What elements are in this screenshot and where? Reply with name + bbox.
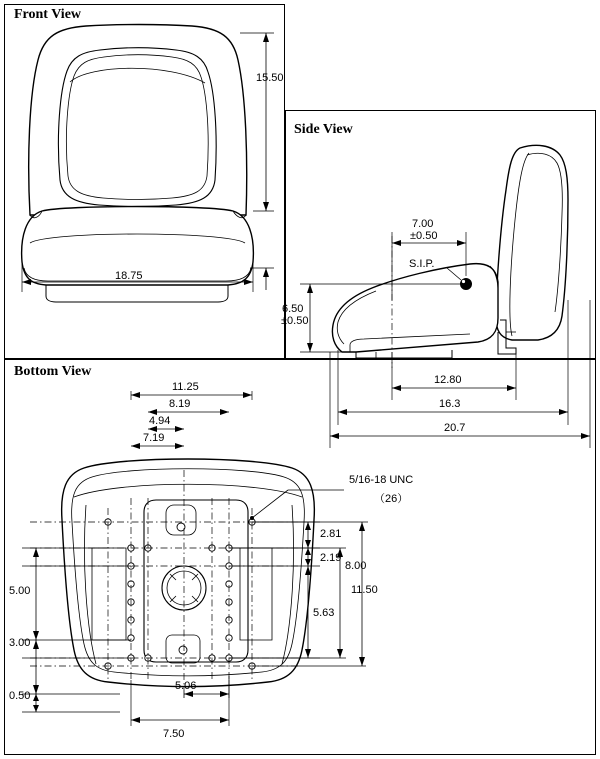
dim-side-sip-vertical: 6.50	[282, 303, 304, 315]
dim-bottom-5-06: 5.06	[175, 680, 197, 692]
dim-bottom-2-19: 2.19	[320, 552, 342, 564]
dim-bottom-8-00: 8.00	[345, 560, 367, 572]
front-view-title: Front View	[14, 7, 82, 22]
dim-side-sip-horizontal: 7.00	[412, 218, 434, 230]
dim-bottom-5-63: 5.63	[313, 607, 335, 619]
dim-bottom-0-50: 0.50	[9, 690, 31, 702]
dim-side-overall-depth: 20.7	[444, 422, 466, 434]
dim-bottom-11-25: 11.25	[172, 381, 199, 393]
label-sip: S.I.P.	[409, 258, 435, 270]
dim-bottom-8-19: 8.19	[169, 398, 191, 410]
dim-side-sip-vertical-tol: ±0.50	[281, 315, 309, 327]
dim-side-base-depth: 12.80	[434, 374, 462, 386]
dim-front-width: 18.75	[115, 270, 143, 282]
bottom-view-seat-outline	[62, 459, 315, 687]
dim-side-sip-horizontal-tol: ±0.50	[410, 230, 438, 242]
dim-bottom-11-50: 11.50	[351, 584, 378, 596]
dim-bottom-5-00: 5.00	[9, 585, 31, 597]
dim-bottom-2-81: 2.81	[320, 528, 342, 540]
dim-side-mid-depth: 16.3	[439, 398, 461, 410]
note-thread-spec: 5/16-18 UNC	[349, 474, 414, 486]
dim-front-height: 15.50	[256, 72, 284, 84]
dim-bottom-7-19: 7.19	[143, 432, 165, 444]
dim-bottom-7-50: 7.50	[163, 728, 185, 740]
bottom-view-title: Bottom View	[14, 364, 92, 379]
side-view-title: Side View	[294, 122, 353, 137]
side-view-seat-outline	[332, 145, 568, 358]
dim-bottom-4-94: 4.94	[149, 415, 171, 427]
dim-bottom-3-00: 3.00	[9, 637, 31, 649]
front-view-seat-outline	[22, 25, 254, 303]
note-thread-qty: （26）	[374, 493, 409, 505]
